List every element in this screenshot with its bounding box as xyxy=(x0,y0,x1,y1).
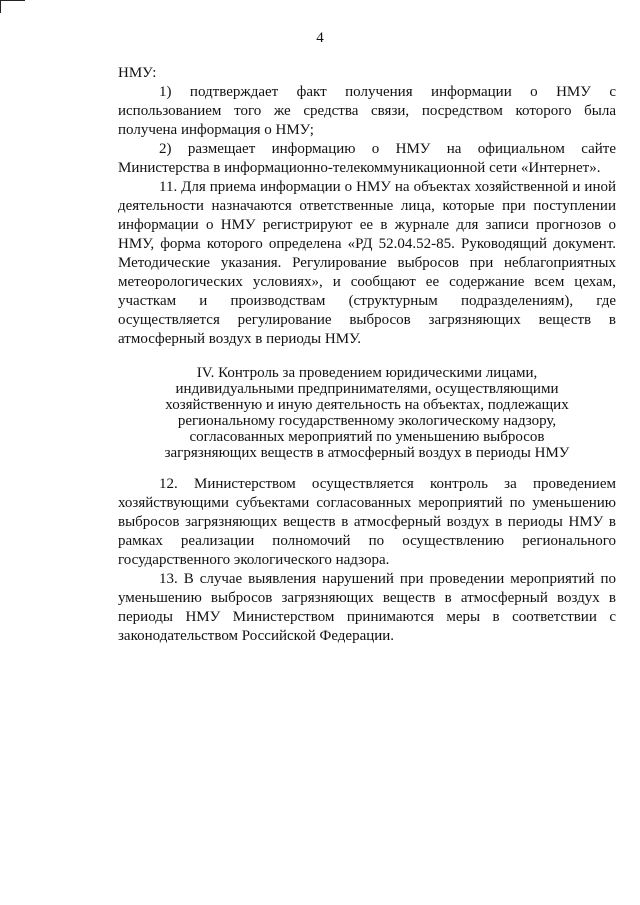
paragraph-continuation: НМУ: xyxy=(118,65,157,81)
section-heading-iv xyxy=(118,365,616,461)
section-heading-line: региональному государственному экологическому надзору, xyxy=(177,413,557,429)
paragraph-item-2: 2) размещает информацию о НМУ на официальном сайте Министерства в информационно-телекоммуникационной сети «Интернет». xyxy=(118,141,616,176)
paragraph-11: 11. Для приема информации о НМУ на объектах хозяйственной и иной деятельности назначаются ответственные лица, которые при поступлении информации о НМУ регистрируют ее в журнале для записи прогнозов о НМУ, форма которого определена «РД 52.04.52-85. Руководящий документ. Методические указания. Регулирование выбросов при неблагоприятных метеорологических условиях», и сообщают ее содержание всем цехам, участкам и производствам (структурным подразделениям), где осуществляется регулирование выбросов загрязняющих веществ в атмосферный воздух в периоды НМУ. xyxy=(118,179,616,347)
paragraph-12: 12. Министерством осуществляется контроль за проведением хозяйствующими субъектами согласованных мероприятий по уменьшению выбросов загрязняющих веществ в атмосферный воздух в периоды НМУ в рамках реализации полномочий по осуществлению регионального государственного экологического надзора. xyxy=(118,476,616,568)
document-body xyxy=(118,64,616,646)
section-heading-line: хозяйственную и иную деятельность на объектах, подлежащих xyxy=(165,397,569,413)
section-heading-line: согласованных мероприятий по уменьшению выбросов xyxy=(189,429,545,445)
section-heading-line: индивидуальными предпринимателями, осуществляющими xyxy=(175,381,559,397)
paragraph-item-1: 1) подтверждает факт получения информации о НМУ с использованием того же средства связи, посредством которого была получена информация о НМУ; xyxy=(118,84,616,138)
section-heading-line: IV. Контроль за проведением юридическими лицами, xyxy=(196,365,538,381)
scan-corner-mark xyxy=(0,0,25,13)
section-heading-line: загрязняющих веществ в атмосферный воздух в периоды НМУ xyxy=(164,445,570,461)
paragraph-13: 13. В случае выявления нарушений при проведении мероприятий по уменьшению выбросов загрязняющих веществ в атмосферный воздух в периоды НМУ Министерством принимаются меры в соответствии с законодательством Российской Федерации. xyxy=(118,571,616,644)
page-number: 4 xyxy=(316,30,324,46)
